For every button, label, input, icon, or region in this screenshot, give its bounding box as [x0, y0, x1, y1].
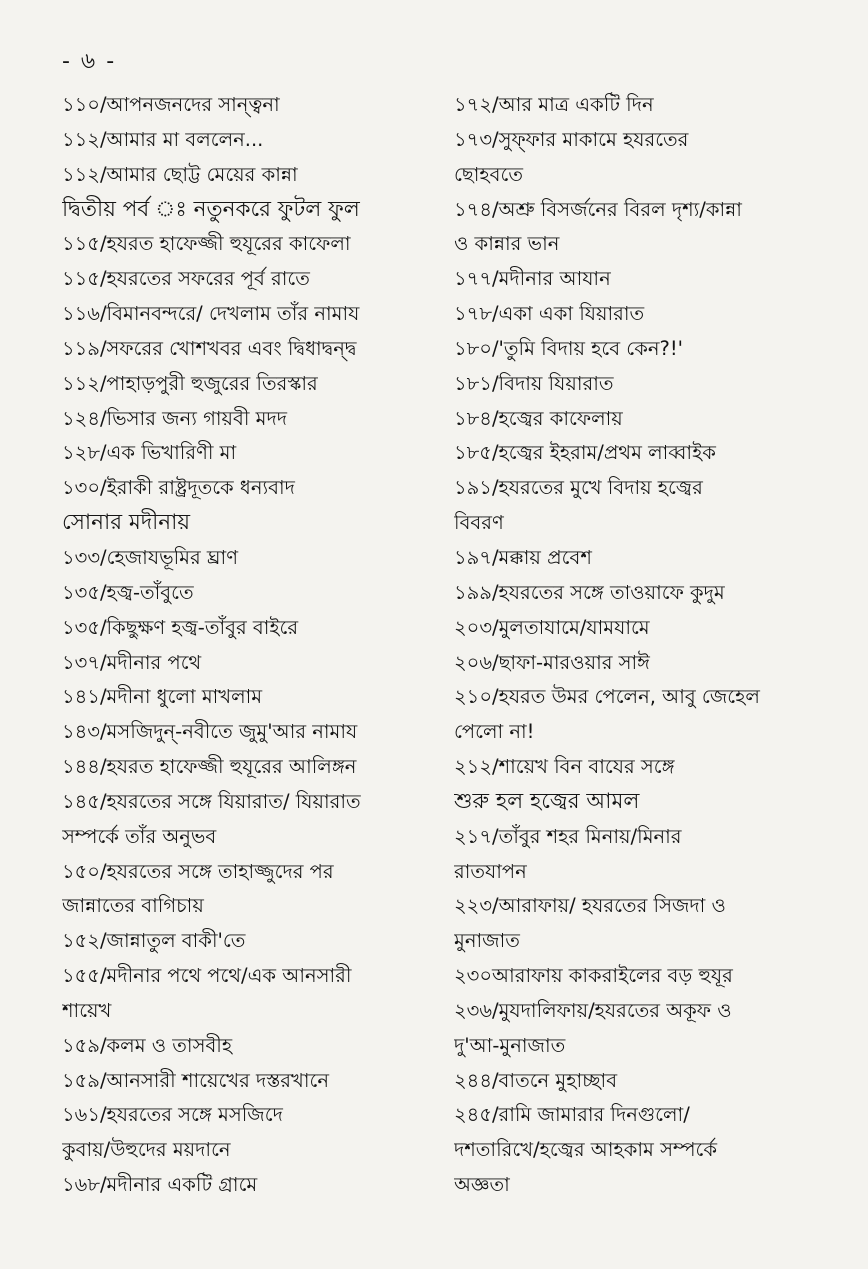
toc-entry: রাতযাপন	[454, 859, 527, 883]
toc-entry: ১৪৫/হযরতের সঙ্গে যিয়ারাত/ যিয়ারাত	[62, 789, 361, 813]
toc-entry: কুবায়/উহুদের ময়দানে	[62, 1138, 231, 1162]
toc-entry: ১৫০/হযরতের সঙ্গে তাহাজ্জুদের পর	[62, 859, 334, 883]
toc-entry: মুনাজাত	[454, 929, 520, 953]
toc-entry: ২৩০আরাফায় কাকরাইলের বড় হুযূর	[454, 964, 733, 988]
toc-entry: ২৩৬/মুযদালিফায়/হযরতের অকূফ ও	[454, 998, 732, 1022]
toc-entry: ১৬৮/মদীনার একটি গ্রামে	[62, 1173, 258, 1197]
page-number: - ৬ -	[62, 49, 117, 74]
toc-entry: ১৭৮/একা একা যিয়ারাত	[454, 302, 645, 326]
toc-entry: ২০৬/ছাফা-মারওয়ার সাঈ	[454, 650, 650, 674]
toc-entry: ১১০/আপনজনদের সান্ত্বনা	[62, 93, 280, 116]
toc-entry: ১৩৭/মদীনার পথে	[62, 650, 202, 674]
toc-entry: ১১৬/বিমানবন্দরে/ দেখলাম তাঁর নামায	[62, 302, 360, 326]
toc-left-column	[62, 88, 442, 1203]
toc-entry: ১২৮/এক ভিখারিণী মা	[62, 441, 237, 465]
toc-entry: ১৩৫/হজ্ব-তাঁবুতে	[62, 580, 194, 604]
toc-entry: ১৯৯/হযরতের সঙ্গে তাওয়াফে কুদুম	[454, 580, 725, 604]
toc-entry: ১৫৯/আনসারী শায়েখের দস্তরখানে	[62, 1068, 329, 1092]
toc-entry: ১৮০/'তুমি বিদায় হবে কেন?!'	[454, 336, 684, 360]
toc-entry: শায়েখ	[62, 998, 112, 1022]
toc-entry: সম্পর্কে তাঁর অনুভব	[62, 824, 217, 848]
toc-entry: ১৬১/হযরতের সঙ্গে মসজিদে	[62, 1103, 283, 1127]
toc-entry: ১৭২/আর মাত্র একটি দিন	[454, 93, 654, 116]
toc-entry: ১৮৫/হজ্বের ইহরাম/প্রথম লাব্বাইক	[454, 441, 716, 465]
toc-entry: ১৪৩/মসজিদুন্-নবীতে জুমু'আর নামায	[62, 720, 358, 744]
toc-entry: জান্নাতের বাগিচায়	[62, 894, 204, 918]
toc-entry: ১১২/আমার ছোট্ট মেয়ের কান্না	[62, 162, 298, 186]
toc-entry: ১৪৪/হযরত হাফেজ্জী হুযূরের আলিঙ্গন	[62, 755, 357, 779]
toc-entry: ২১০/হযরত উমর পেলেন, আবু জেহেল	[454, 685, 760, 709]
toc-entry: ১১২/পাহাড়পুরী হুজুরের তিরস্কার	[62, 371, 318, 395]
toc-entry: ২০৩/মুলতাযামে/যামযামে	[454, 615, 650, 639]
toc-entry: ১৪১/মদীনা ধুলো মাখলাম	[62, 685, 263, 709]
toc-entry: ১৫৯/কলম ও তাসবীহ	[62, 1033, 233, 1057]
toc-entry: দু'আ-মুনাজাত	[454, 1033, 566, 1057]
toc-entry: ২২৩/আরাফায়/ হযরতের সিজদা ও	[454, 894, 726, 918]
toc-entry: ১১৫/হযরত হাফেজ্জী হুযূরের কাফেলা	[62, 232, 351, 256]
section-heading: দ্বিতীয় পর্ব ঃ নতুনকরে ফুটল ফুল	[62, 196, 360, 222]
toc-entry: ১৫২/জান্নাতুল বাকী'তে	[62, 929, 246, 953]
toc-entry: ১৭৪/অশ্রু বিসর্জনের বিরল দৃশ্য/কান্না	[454, 197, 742, 221]
toc-entry: ১৭৩/সুফ্ফার মাকামে হযরতের	[454, 127, 689, 151]
toc-entry: ছোহবতে	[454, 162, 523, 186]
toc-entry: ১১২/আমার মা বললেন...	[62, 127, 264, 151]
toc-entry: ১৩৫/কিছুক্ষণ হজ্ব-তাঁবুর বাইরে	[62, 615, 299, 639]
section-heading: শুরু হল হজ্বের আমল	[454, 788, 640, 814]
toc-entry: ২১৭/তাঁবুর শহর মিনায়/মিনার	[454, 824, 682, 848]
toc-entry: ১৫৫/মদীনার পথে পথে/এক আনসারী	[62, 964, 352, 988]
toc-entry: ১৩৩/হেজাযভূমির ঘ্রাণ	[62, 545, 238, 569]
toc-entry: ১৭৭/মদীনার আযান	[454, 267, 611, 291]
toc-entry: অজ্ঞতা	[454, 1173, 510, 1197]
section-heading: সোনার মদীনায়	[62, 510, 191, 536]
toc-entry: ২৪৫/রামি জামারার দিনগুলো/	[454, 1103, 690, 1127]
toc-entry: ১৮৪/হজ্বের কাফেলায়	[454, 406, 623, 430]
toc-entry: ১৮১/বিদায় যিয়ারাত	[454, 371, 614, 395]
toc-entry: ২৪৪/বাতনে মুহাচ্ছাব	[454, 1068, 618, 1092]
toc-entry: ও কান্নার ভান	[454, 232, 560, 256]
toc-entry: দশতারিখে/হজ্বের আহকাম সম্পর্কে	[454, 1138, 718, 1162]
toc-entry: ১৯৭/মক্কায় প্রবেশ	[454, 545, 592, 569]
toc-entry: ১৩০/ইরাকী রাষ্ট্রদূতকে ধন্যবাদ	[62, 476, 295, 500]
toc-entry: ১২৪/ভিসার জন্য গায়বী মদদ	[62, 406, 287, 430]
toc-entry: ১১৯/সফরের খোশখবর এবং দ্বিধাদ্বন্দ্ব	[62, 336, 357, 360]
toc-entry: বিবরণ	[454, 511, 504, 535]
toc-entry: ১১৫/হযরতের সফরের পূর্ব রাতে	[62, 267, 310, 291]
toc-entry: ২১২/শায়েখ বিন বাযের সঙ্গে	[454, 755, 675, 779]
toc-right-column	[454, 88, 862, 1203]
toc-entry: ১৯১/হযরতের মুখে বিদায় হজ্বের	[454, 476, 703, 500]
toc-entry: পেলো না!	[454, 720, 535, 744]
